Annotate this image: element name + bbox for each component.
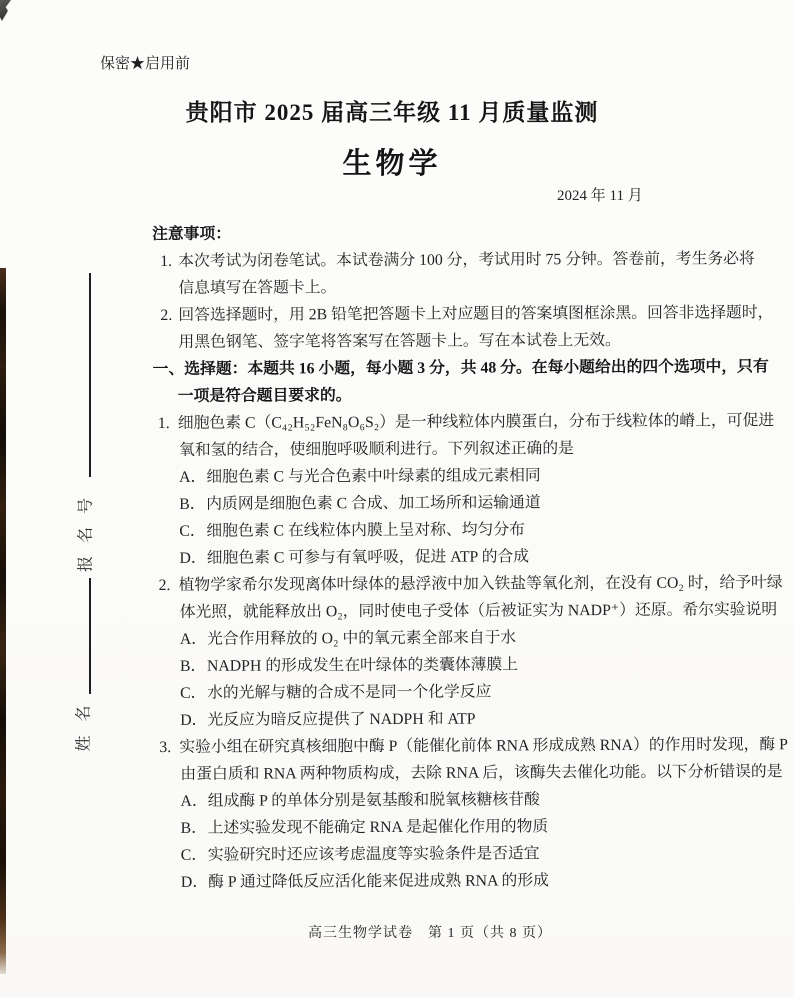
question-3-stem-cont: 由蛋白质和 RNA 两种物质构成，去除 RNA 后，该酶失去催化功能。以下分析错误的是 [180,763,783,783]
option-b-label: B． [179,495,206,513]
option-b-text: 内质网是细胞色素 C 合成、加工场所和运输通道 [206,494,541,513]
option-d-label: D． [180,873,209,891]
exam-date: 2024 年 11 月 [557,188,643,204]
option-a-label: A． [179,468,207,486]
option-a-text: 细胞色素 C 与光合色素中叶绿素的组成元素相同 [206,467,541,486]
option-a-text: 光合作用释放的 O₂ 中的氧元素全部来自于水 [207,629,517,648]
section-heading-line-2: 一项是符合题目要求的。 [177,387,352,405]
exam-title: 贵阳市 2025 届高三年级 11 月质量监测 [185,100,599,125]
option-c-label: C． [180,846,208,864]
question-1-stem-text: 细胞色素 C（C₄₂H₅₂FeN₈O₆S₂）是一种线粒体内膜蛋白，分布于线粒体的嵴上，可促进 [177,412,775,432]
option-a-label: A． [179,630,208,648]
option-c-label: C． [179,522,206,540]
option-d-text: 光反应为暗反应提供了 NADPH 和 ATP [207,710,476,729]
question-3-option-d [155,866,759,896]
notice-item-1-number: 1. [160,252,173,270]
option-c-text: 水的光解与糖的合成不是同一个化学反应 [207,683,492,702]
option-d-label: D． [179,549,207,567]
option-b-text: NADPH 的形成发生在叶绿体的类囊体薄膜上 [206,656,519,675]
option-c-text: 实验研究时还应该考虑温度等实验条件是否适宜 [207,845,540,864]
question-2-stem-line-2 [154,596,778,626]
option-a-text: 组成酶 P 的单体分别是氨基酸和脱氧核糖核苷酸 [207,791,540,810]
option-c-label: C． [180,684,207,702]
notice-item-1-text: 本次考试为闭卷笔试。本试卷满分 100 分，考试用时 75 分钟。答卷前，考生务必将 [178,250,755,270]
scan-binding-edge [0,268,6,974]
question-3-number: 3. [159,738,172,756]
scan-corner-mark [0,0,11,21]
question-1-option-c [153,515,757,545]
question-1-stem-line-1 [153,407,775,437]
option-a-label: A． [180,792,208,810]
question-3-stem-text: 实验小组在研究真核细胞中酶 P（能催化前体 RNA 形成成熟 RNA）的作用时发现，酶 P [179,736,788,756]
question-3-option-c [155,839,759,869]
option-d-label: D． [180,711,208,729]
name-blank-line [89,578,91,694]
option-b-label: B． [180,819,208,837]
registration-number-label: 报名号 [77,485,95,573]
question-2-option-c [154,677,758,707]
notice-item-1-text-cont: 信息填写在答题卡上。 [178,279,337,297]
question-1-option-a [153,461,757,491]
question-2-number: 2. [158,576,171,594]
question-2-option-b [154,650,758,680]
registration-number-blank-line [89,273,91,477]
question-2-stem-line-1 [154,569,783,599]
question-3-stem-line-2 [154,758,783,788]
section-heading-line-1: 一、选择题：本题共 16 小题，每小题 3 分，共 48 分。在每小题给出的四个选项中，只有 [152,358,769,378]
notice-item-2-text-cont: 用黑色钢笔、签字笔将答案写在答题卡上。写在本试卷上无效。 [178,331,621,351]
notice-item-2-number: 2. [160,306,173,324]
question-1-stem-line-2 [153,434,757,464]
subject-title: 生物学 [342,148,442,180]
question-1-option-d [153,542,757,572]
notice-item-2-line-2 [152,326,756,356]
notice-item-1-line-1 [152,245,756,275]
notice-item-2-text: 回答选择题时，用 2B 铅笔把答题卡上对应题目的答案填图框涂黑。回答非选择题时， [178,304,774,324]
option-b-label: B． [179,657,207,675]
secrecy-notice: 保密★启用前 [100,56,191,72]
option-c-text: 细胞色素 C 在线粒体内膜上呈对称、均匀分布 [206,521,525,540]
question-1-stem-cont: 氧和氢的结合，使细胞呼吸顺利进行。下列叙述正确的是 [178,440,574,459]
question-2-option-a [154,623,758,653]
name-label: 姓名 [75,691,93,752]
page-footer: 高三生物学试卷 第 1 页（共 8 页） [308,926,552,941]
question-1-option-b [153,488,757,518]
question-1-number: 1. [157,414,170,432]
question-2-option-d [154,704,758,734]
question-2-stem-cont: 体光照，就能释放出 O₂，同时使电子受体（后被证实为 NADP⁺）还原。希尔实验说明 [179,601,778,621]
option-b-text: 上述实验发现不能确定 RNA 是起催化作用的物质 [207,818,549,837]
exam-body [152,218,788,896]
notice-item-1-line-2 [152,272,756,302]
question-3-option-b [155,812,759,842]
question-3-stem-line-1 [154,731,788,761]
notice-heading: 注意事项： [152,225,232,243]
option-d-text: 酶 P 通过降低反应活化能来促进成熟 RNA 的形成 [208,872,549,891]
option-d-text: 细胞色素 C 可参与有氧呼吸，促进 ATP 的合成 [206,548,530,567]
question-2-stem-text: 植物学家希尔发现离体叶绿体的悬浮液中加入铁盐等氧化剂，在没有 CO₂ 时，给予叶绿 [178,574,783,594]
question-3-option-a [154,785,758,815]
notice-item-2-line-1 [152,299,774,329]
